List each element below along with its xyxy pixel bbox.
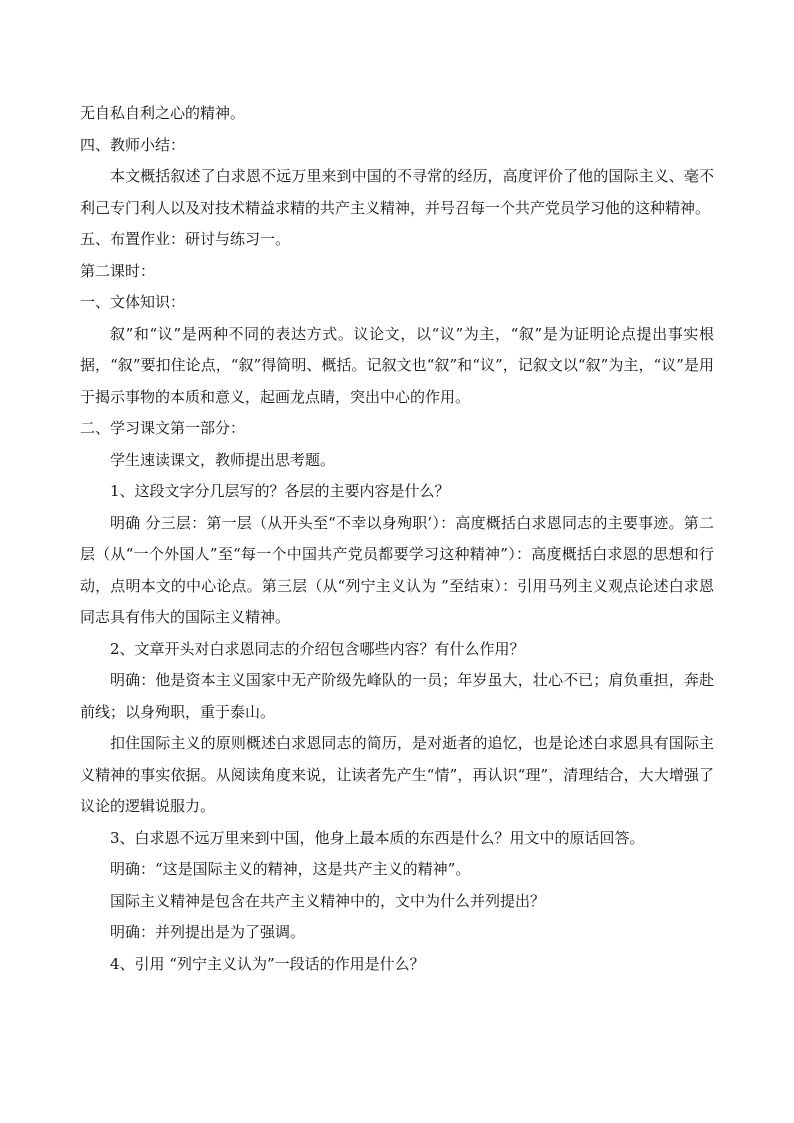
section-heading-homework: 五、布置作业：研讨与练习一。 (80, 230, 291, 248)
question-3-followup: 国际主义精神是包含在共产主义精神中的，文中为什么并列提出？ (110, 891, 546, 910)
section-heading-teacher-summary: 四、教师小结： (80, 135, 186, 154)
document-body (80, 98, 714, 980)
question-2: 2、文章开头对白求恩同志的介绍包含哪些内容？有什么作用？ (110, 639, 525, 658)
answer-3: 明确：“这是国际主义的精神，这是共产主义的精神”。 (110, 860, 471, 878)
answer-3-followup: 明确：并列提出是为了强调。 (110, 923, 306, 941)
section-heading-second-lesson: 第二课时： (80, 261, 156, 280)
paragraph-explanation: 扣住国际主义的原则概述白求恩同志的简历，是对逝者的追忆，也是论述白求恩具有国际主义精神的事实依据。从阅读角度来说，让读者先产生“情”，再认识“理”，清理结合，大大增强了议论的逻辑说服力。 (80, 734, 714, 815)
answer-2: 明确：他是资本主义国家中无产阶级先峰队的一员；年岁虽大，壮心不已；肩负重担，奔赴前线；以身殉职，重于泰山。 (80, 671, 714, 721)
question-1: 1、这段文字分几层写的？各层的主要内容是什么？ (110, 482, 450, 500)
paragraph-continuation: 无自私自利之心的精神。 (80, 104, 246, 122)
section-heading-study-part-one: 二、学习课文第一部分： (80, 419, 246, 437)
question-4: 4、引用 “列宁主义认为”一段话的作用是什么？ (110, 954, 425, 973)
question-3: 3、白求恩不远万里来到中国，他身上最本质的东西是什么？用文中的原话回答。 (110, 828, 645, 847)
section-heading-genre-knowledge: 一、文体知识： (80, 293, 186, 311)
answer-1: 明确 分三层：第一层（从开头至“不幸以身殉职’）：高度概括白求恩同志的主要事迹。第二层（从“一个外国人”至“每一个中国共产党员都要学习这种精神”）：高度概括白求恩的思想和行动，点明本文的中心论点。第三层（从“列宁主义认为 ”至结束）：引用马列主义观点论述白求恩同志具有伟大的国际主义精神。 (80, 513, 714, 626)
paragraph-genre-knowledge: 叙”和“议”是两种不同的表达方式。议论文，以“议”为主，“叙”是为证明论点提出事实根据，“叙”要扣住论点，“叙”得简明、概括。记叙文也“叙”和“议”，记叙文以“叙”为主，“议”是用于揭示事物的本质和意义，起画龙点睛，突出中心的作用。 (80, 324, 714, 406)
paragraph-summary: 本文概括叙述了白求恩不远万里来到中国的不寻常的经历，高度评价了他的国际主义、毫不利己专门利人以及对技术精益求精的共产主义精神，并号召每一个共产党员学习他的这种精神。 (80, 167, 714, 217)
paragraph-speed-reading: 学生速读课文，教师提出思考题。 (110, 450, 336, 469)
